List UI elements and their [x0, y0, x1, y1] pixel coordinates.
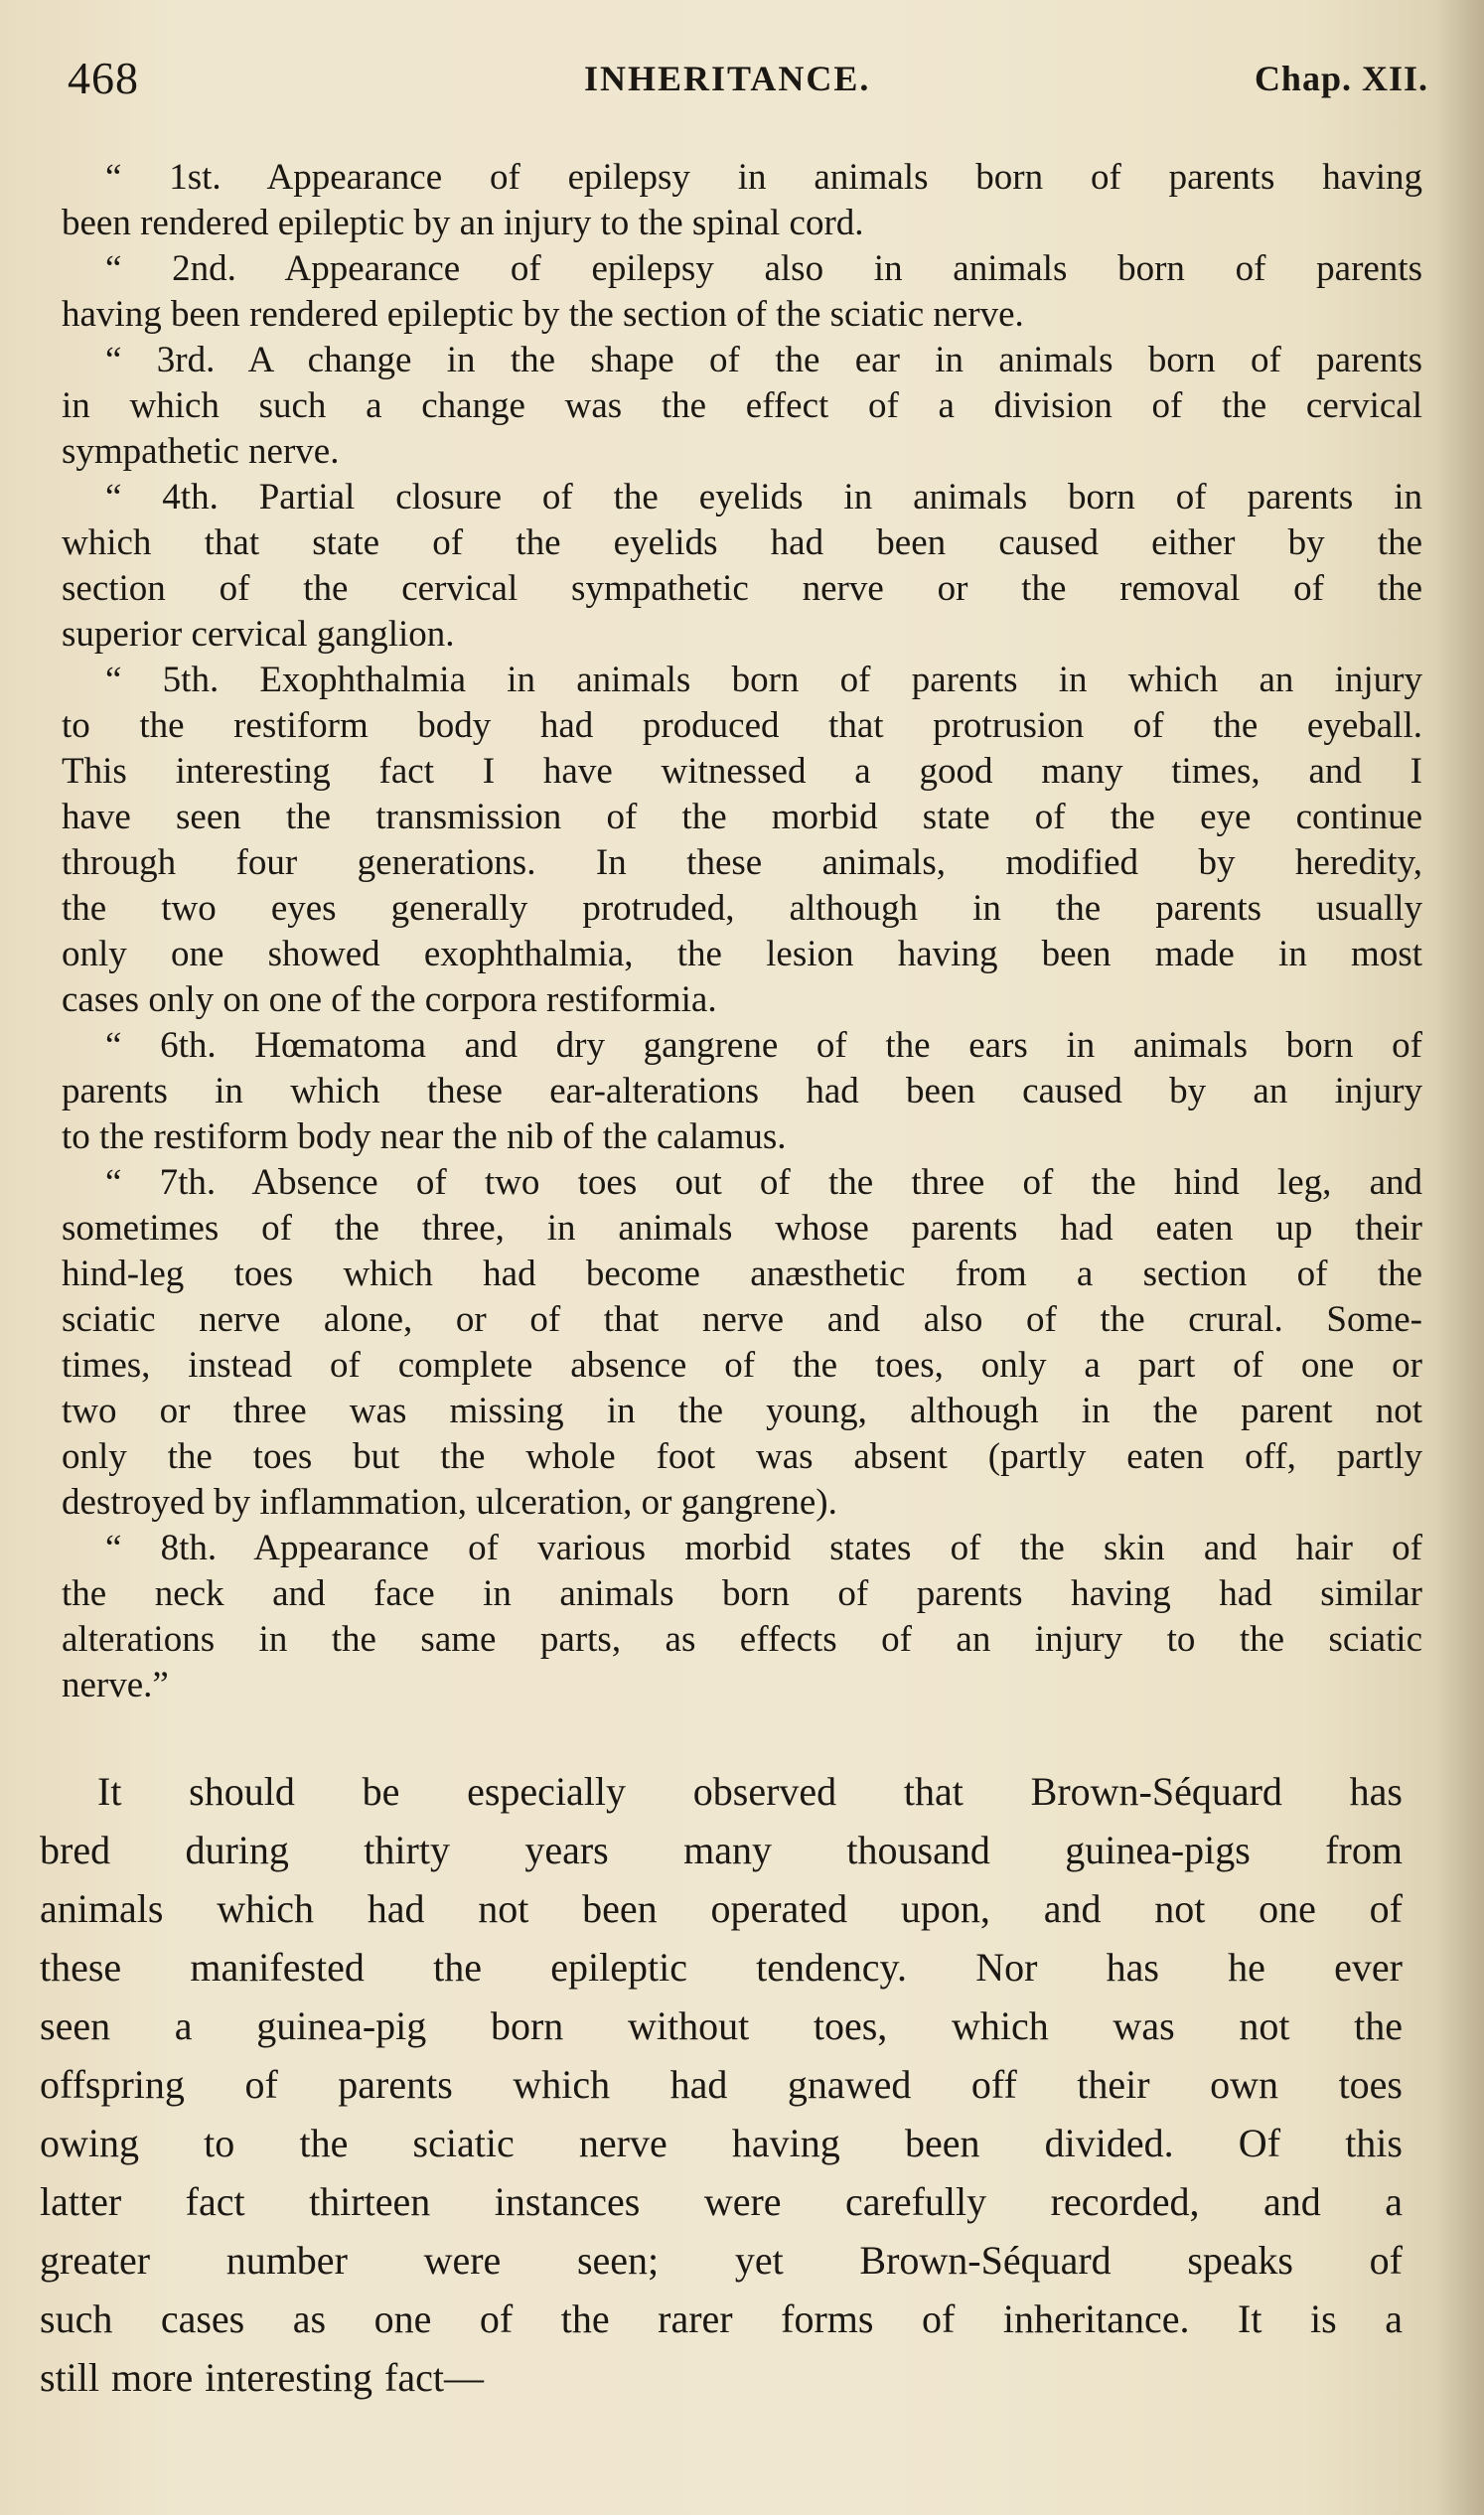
text-line: “ 4th. Partial closure of the eyelids in animals born of parents in	[105, 477, 1422, 518]
text-line: superior cervical ganglion.	[62, 614, 455, 655]
text-line: seen a guinea-pig born without toes, which was not the	[40, 2003, 1403, 2048]
chapter-reference: Chap. XII.	[1254, 59, 1428, 98]
text-line: these manifested the epileptic tendency. Nor has he ever	[40, 1945, 1403, 1990]
text-line: “ 5th. Exophthalmia in animals born of parents in which an injury	[105, 660, 1422, 700]
text-line: to the restiform body near the nib of the calamus.	[62, 1116, 787, 1157]
text-line: sometimes of the three, in animals whose parents had eaten up their	[62, 1208, 1422, 1249]
text-line: still more interesting fact—	[40, 2355, 484, 2400]
text-line: two or three was missing in the young, although in the parent not	[62, 1391, 1422, 1431]
text-line: offspring of parents which had gnawed off their own toes	[40, 2062, 1403, 2107]
text-line: have seen the transmission of the morbid state of the eye continue	[62, 797, 1422, 837]
text-line: sympathetic nerve.	[62, 431, 340, 472]
quoted-paragraph-8th	[62, 1526, 1422, 1708]
text-line: “ 1st. Appearance of epilepsy in animals born of parents having	[105, 157, 1422, 198]
text-line: nerve.”	[62, 1665, 169, 1705]
body-paragraph	[40, 1762, 1403, 2407]
page-edge-shadow	[1436, 0, 1484, 2515]
text-line: latter fact thirteen instances were carefully recorded, and a	[40, 2179, 1403, 2224]
text-line: “ 2nd. Appearance of epilepsy also in animals born of parents	[105, 248, 1422, 289]
quoted-paragraph-3rd	[62, 338, 1422, 475]
page-number: 468	[68, 53, 139, 103]
text-line: to the restiform body had produced that protrusion of the eyeball.	[62, 705, 1422, 746]
text-line: the neck and face in animals born of parents having had similar	[62, 1573, 1422, 1614]
running-title: INHERITANCE.	[584, 59, 871, 98]
text-line: bred during thirty years many thousand guinea-pigs from	[40, 1828, 1403, 1872]
text-line: hind-leg toes which had become anæsthetic from a section of the	[62, 1254, 1422, 1294]
text-line: animals which had not been operated upon, and not one of	[40, 1886, 1403, 1931]
text-line: having been rendered epileptic by the section of the sciatic nerve.	[62, 294, 1024, 335]
text-line: owing to the sciatic nerve having been divided. Of this	[40, 2121, 1403, 2165]
text-line: times, instead of complete absence of the toes, only a part of one or	[62, 1345, 1422, 1386]
text-line: only the toes but the whole foot was absent (partly eaten off, partly	[62, 1436, 1422, 1477]
text-line: through four generations. In these animals, modified by heredity,	[62, 842, 1422, 883]
text-line: “ 8th. Appearance of various morbid states of the skin and hair of	[105, 1528, 1422, 1568]
quoted-paragraph-4th	[62, 475, 1422, 658]
text-line: “ 6th. Hœmatoma and dry gangrene of the ears in animals born of	[105, 1025, 1422, 1066]
text-line: “ 3rd. A change in the shape of the ear in animals born of parents	[105, 340, 1422, 380]
text-line: It should be especially observed that Brown-Séquard has	[97, 1769, 1403, 1814]
text-line: section of the cervical sympathetic nerve or the removal of the	[62, 568, 1422, 609]
text-line: “ 7th. Absence of two toes out of the three of the hind leg, and	[105, 1162, 1422, 1203]
text-line: destroyed by inflammation, ulceration, or gangrene).	[62, 1482, 837, 1523]
text-line: been rendered epileptic by an injury to the spinal cord.	[62, 203, 864, 243]
text-line: cases only on one of the corpora restiformia.	[62, 979, 717, 1020]
quoted-paragraph-2nd	[62, 246, 1422, 338]
quoted-paragraph-5th	[62, 658, 1422, 1023]
quoted-paragraph-6th	[62, 1023, 1422, 1160]
quoted-paragraph-1st	[62, 155, 1422, 246]
quoted-paragraph-7th	[62, 1160, 1422, 1526]
text-line: greater number were seen; yet Brown-Séquard speaks of	[40, 2238, 1403, 2283]
text-line: sciatic nerve alone, or of that nerve and also of the crural. Some-	[62, 1299, 1422, 1340]
text-line: such cases as one of the rarer forms of inheritance. It is a	[40, 2296, 1403, 2341]
text-line: which that state of the eyelids had been caused either by the	[62, 522, 1422, 563]
running-header	[68, 52, 1428, 111]
text-line: alterations in the same parts, as effects of an injury to the sciatic	[62, 1619, 1422, 1660]
text-line: parents in which these ear-alterations had been caused by an injury	[62, 1071, 1422, 1111]
text-line: only one showed exophthalmia, the lesion having been made in most	[62, 934, 1422, 974]
text-line: the two eyes generally protruded, although in the parents usually	[62, 888, 1422, 929]
text-line: in which such a change was the effect of a division of the cervical	[62, 385, 1422, 426]
quoted-list	[62, 155, 1422, 1708]
text-line: This interesting fact I have witnessed a good many times, and I	[62, 751, 1422, 792]
